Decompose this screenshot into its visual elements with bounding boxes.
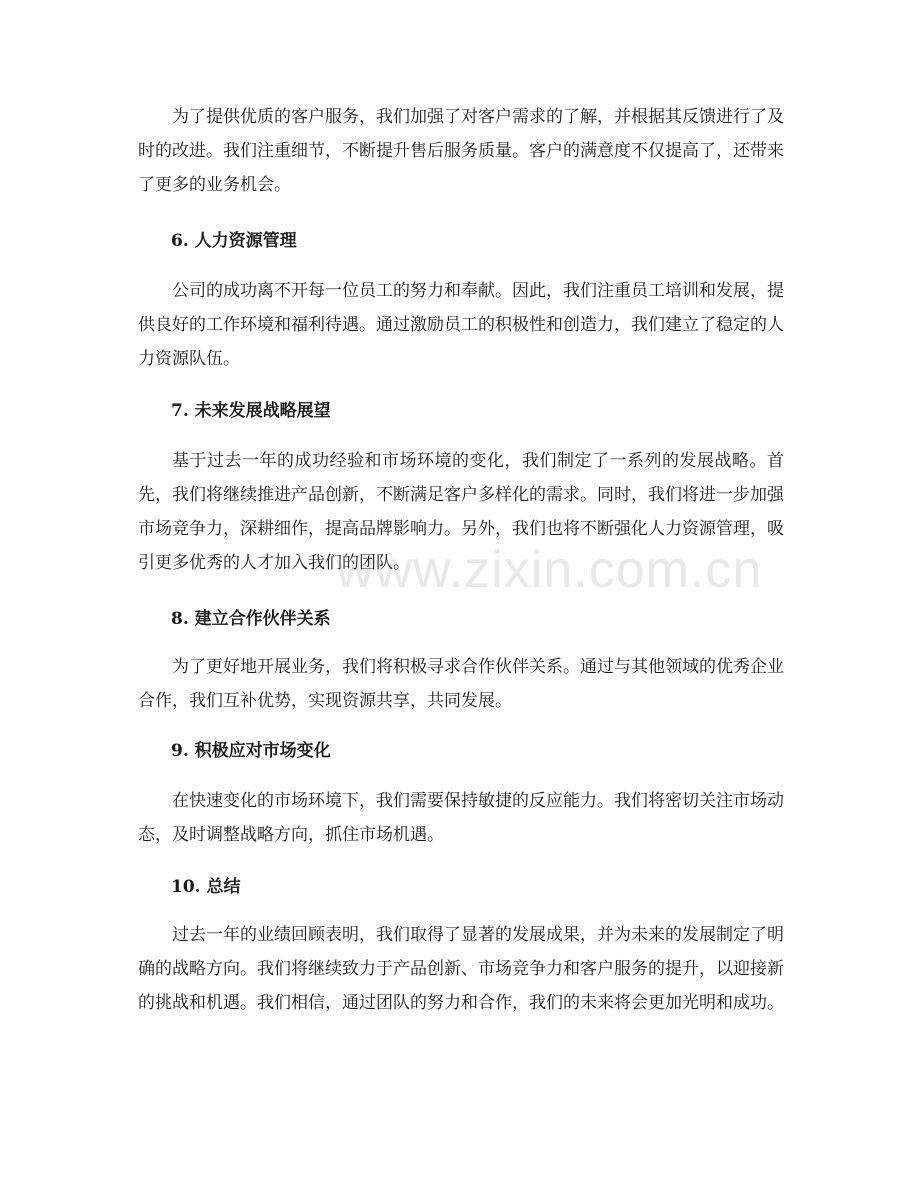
paragraph-summary: 过去一年的业绩回顾表明，我们取得了显著的发展成果，并为未来的发展制定了明确的战略方向。我们将继续致力于产品创新、市场竞争力和客户服务的提升，以迎接新的挑战和机遇。我们相信，通过团队的努力和合作，我们的未来将会更加光明和成功。 [138,925,784,1013]
section-heading-market: 9. 积极应对市场变化 [171,741,331,761]
section-heading-partnership: 8. 建立合作伙伴关系 [171,609,331,629]
paragraph-hr: 公司的成功离不开每一位员工的努力和奉献。因此，我们注重员工培训和发展，提供良好的工作环境和福利待遇。通过激励员工的积极性和创造力，我们建立了稳定的人力资源队伍。 [138,281,784,369]
paragraph-strategy: 基于过去一年的成功经验和市场环境的变化，我们制定了一系列的发展战略。首先，我们将继续推进产品创新，不断满足客户多样化的需求。同时，我们将进一步加强市场竞争力，深耕细作，提高品牌影响力。另外，我们也将不断强化人力资源管理，吸引更多优秀的人才加入我们的团队。 [138,451,784,573]
section-heading-hr: 6. 人力资源管理 [171,231,297,251]
paragraph-partnership: 为了更好地开展业务，我们将积极寻求合作伙伴关系。通过与其他领域的优秀企业合作，我们互补优势，实现资源共享，共同发展。 [138,657,784,711]
watermark: www.zixin.com.cn [336,541,763,599]
section-heading-strategy: 7. 未来发展战略展望 [171,401,331,421]
paragraph-market: 在快速变化的市场环境下，我们需要保持敏捷的反应能力。我们将密切关注市场动态，及时调整战略方向，抓住市场机遇。 [138,791,784,845]
paragraph-customer-service: 为了提供优质的客户服务，我们加强了对客户需求的了解，并根据其反馈进行了及时的改进。我们注重细节，不断提升售后服务质量。客户的满意度不仅提高了，还带来了更多的业务机会。 [138,107,784,195]
section-heading-summary: 10. 总结 [171,877,241,897]
